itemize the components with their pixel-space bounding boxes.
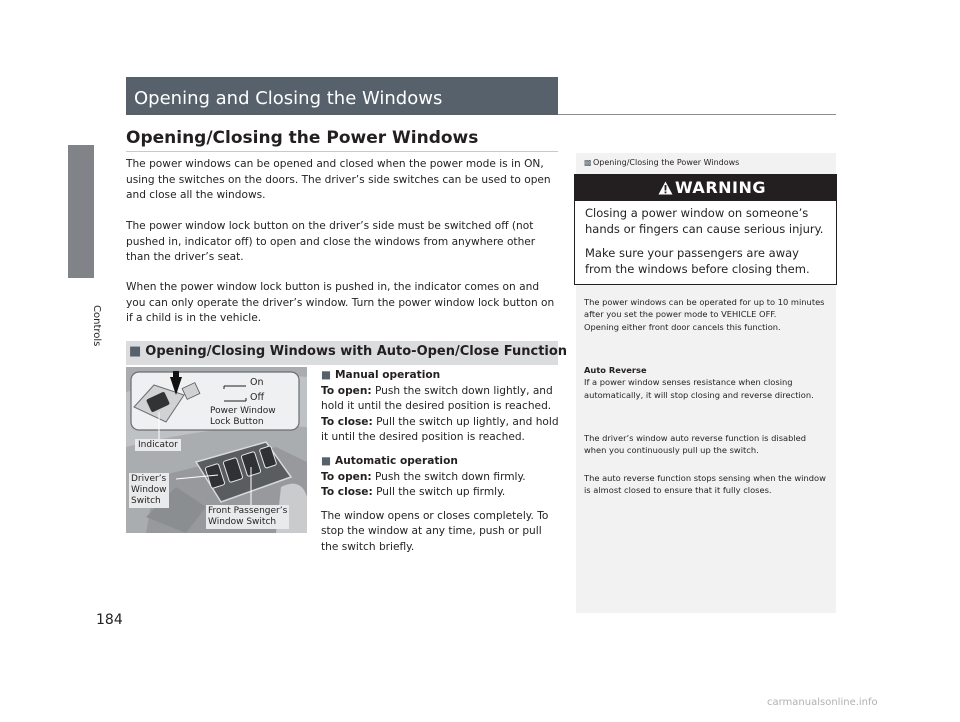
- automatic-open-step: To open: Push the switch down firmly.: [321, 470, 526, 483]
- side-note: The auto reverse function stops sensing when the window is almost closed to ensure that it fully closes.: [584, 473, 826, 496]
- label-lock-button: Power Window Lock Button: [210, 406, 276, 427]
- section-title: Opening/Closing the Power Windows: [126, 128, 479, 148]
- auto-reverse-title: Auto Reverse: [584, 365, 647, 375]
- label-on: On: [250, 377, 264, 388]
- label-driver-switch: Driver’s Window Switch: [131, 474, 167, 506]
- chapter-title: Opening and Closing the Windows: [134, 88, 443, 109]
- square-bullet-icon: ■: [129, 344, 142, 359]
- label-off: Off: [250, 392, 265, 403]
- subsection-title: ■ Opening/Closing Windows with Auto-Open/Close Function: [129, 344, 568, 359]
- warning-text: Make sure your passengers are away from the windows before closing them.: [585, 246, 810, 276]
- door-switch-illustration: [126, 367, 307, 533]
- label-passenger-switch: Front Passenger’s Window Switch: [208, 506, 288, 527]
- warning-text: Closing a power window on someone’s hands or fingers can cause serious injury.: [585, 206, 824, 236]
- section-tab-label: Controls: [91, 305, 102, 347]
- operation-instructions: [321, 368, 561, 556]
- manual-close-step: To close: Pull the switch up lightly, and hold it until the desired position is reached.: [321, 415, 559, 444]
- label-indicator: Indicator: [135, 439, 181, 451]
- chapter-header-rule: [558, 114, 836, 115]
- chapter-side-tab: [68, 145, 94, 278]
- automatic-note: The window opens or closes completely. To stop the window at any time, push or pull the switch briefly.: [321, 509, 549, 553]
- manual-open-step: To open: Push the switch down lightly, and hold it until the desired position is reached.: [321, 384, 553, 413]
- watermark: carmanualsonline.info: [767, 697, 878, 708]
- warning-triangle-icon: [658, 181, 673, 195]
- side-note: The driver’s window auto reverse function is disabled when you continuously pull up the switch.: [584, 433, 807, 456]
- body-paragraph: The power windows can be opened and closed when the power mode is in ON, using the switches on the doors. The driver’s side switches can be used to open and close all the windows.: [126, 158, 551, 202]
- auto-reverse-note: Auto Reverse If a power window senses resistance when closing automatically, it will stop closing and reverse direction.: [584, 365, 814, 400]
- reference-marker-icon: ▩: [584, 158, 592, 167]
- manual-operation-heading: ■ Manual operation: [321, 369, 441, 381]
- side-note: The power windows can be operated for up to 10 minutes after you set the power mode to VEHICLE OFF. Opening either front door cancels this function.: [584, 297, 825, 332]
- warning-label: WARNING: [675, 178, 766, 197]
- side-panel-title: Opening/Closing the Power Windows: [593, 158, 740, 167]
- automatic-close-step: To close: Pull the switch up firmly.: [321, 486, 506, 499]
- section-rule: [126, 151, 558, 152]
- body-paragraph: The power window lock button on the driver’s side must be switched off (not pushed in, indicator off) to open and close the windows from anywhere other than the driver’s seat.: [126, 220, 536, 264]
- automatic-operation-heading: ■ Automatic operation: [321, 454, 458, 467]
- body-paragraph: When the power window lock button is pushed in, the indicator comes on and you can only operate the driver’s window. Turn the power window lock button on if a child is in the vehicle.: [126, 281, 555, 325]
- page-number: 184: [96, 612, 123, 628]
